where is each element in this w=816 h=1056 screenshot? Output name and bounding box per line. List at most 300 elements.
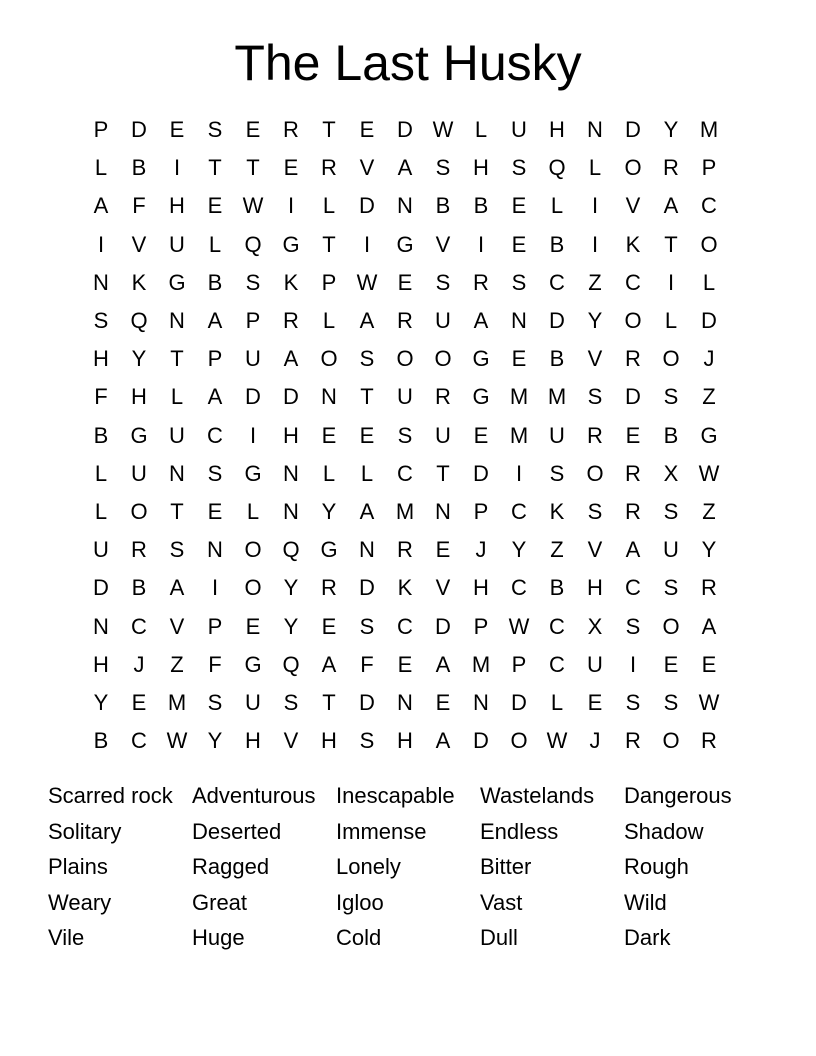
grid-letter[interactable]: E xyxy=(169,117,185,143)
grid-letter[interactable]: U xyxy=(549,422,565,448)
grid-letter[interactable]: E xyxy=(587,689,603,715)
grid-letter[interactable]: R xyxy=(283,308,299,334)
grid-letter[interactable]: G xyxy=(320,537,338,563)
grid-letter[interactable]: E xyxy=(359,422,375,448)
grid-letter[interactable]: N xyxy=(587,117,603,143)
grid-letter[interactable]: N xyxy=(511,308,527,334)
grid-letter[interactable]: X xyxy=(587,613,603,639)
grid-letter[interactable]: N xyxy=(321,384,337,410)
grid-letter[interactable]: P xyxy=(473,498,489,524)
grid-letter[interactable]: A xyxy=(207,384,223,410)
grid-letter[interactable]: R xyxy=(283,117,299,143)
grid-letter[interactable]: A xyxy=(283,346,299,372)
grid-letter[interactable]: Q xyxy=(244,231,262,257)
grid-letter[interactable]: R xyxy=(625,728,641,754)
grid-letter[interactable]: P xyxy=(511,651,527,677)
grid-letter[interactable]: A xyxy=(473,308,489,334)
grid-letter[interactable]: S xyxy=(663,689,679,715)
grid-letter[interactable]: N xyxy=(397,193,413,219)
grid-letter[interactable]: K xyxy=(625,231,641,257)
grid-letter[interactable]: D xyxy=(625,384,641,410)
grid-letter[interactable]: Z xyxy=(702,384,716,410)
word-list-item: Scarred rock xyxy=(48,783,173,808)
grid-letter[interactable]: A xyxy=(701,613,717,639)
grid-letter[interactable]: L xyxy=(702,269,716,295)
grid-letter[interactable]: A xyxy=(207,308,223,334)
grid-letter[interactable]: J xyxy=(475,537,487,563)
grid-letter[interactable]: E xyxy=(321,613,337,639)
grid-letter[interactable]: D xyxy=(549,308,565,334)
grid-letter[interactable]: V xyxy=(131,231,147,257)
grid-letter[interactable]: U xyxy=(169,231,185,257)
grid-letter[interactable]: C xyxy=(549,613,565,639)
grid-letter[interactable]: V xyxy=(587,346,603,372)
grid-letter[interactable]: B xyxy=(93,422,109,448)
grid-letter[interactable]: E xyxy=(207,498,223,524)
grid-letter[interactable]: E xyxy=(131,689,147,715)
grid-letter[interactable]: D xyxy=(359,193,375,219)
grid-letter[interactable]: R xyxy=(625,498,641,524)
grid-letter[interactable]: D xyxy=(473,728,489,754)
grid-letter[interactable]: H xyxy=(93,651,109,677)
grid-letter[interactable]: E xyxy=(397,651,413,677)
grid-letter[interactable]: S xyxy=(283,689,299,715)
grid-letter[interactable]: E xyxy=(283,155,299,181)
grid-letter[interactable]: O xyxy=(244,537,262,563)
grid-letter[interactable]: L xyxy=(474,117,488,143)
grid-letter[interactable]: O xyxy=(244,575,262,601)
word-list-item: Bitter xyxy=(480,854,532,880)
grid-letter[interactable]: L xyxy=(170,384,184,410)
grid-letter[interactable]: O xyxy=(662,728,680,754)
grid-letter[interactable]: I xyxy=(667,269,675,295)
grid-letter[interactable]: A xyxy=(359,308,375,334)
grid-letter[interactable]: N xyxy=(207,537,223,563)
grid-letter[interactable]: H xyxy=(131,384,147,410)
grid-letter[interactable]: I xyxy=(173,155,181,181)
grid-letter[interactable]: T xyxy=(322,689,336,715)
grid-letter[interactable]: E xyxy=(359,117,375,143)
grid-letter[interactable]: H xyxy=(93,346,109,372)
grid-letter[interactable]: D xyxy=(93,575,109,601)
grid-letter[interactable]: Y xyxy=(131,346,147,372)
grid-letter[interactable]: T xyxy=(322,117,336,143)
grid-letter[interactable]: G xyxy=(244,460,262,486)
grid-letter[interactable]: Y xyxy=(587,308,603,334)
grid-letter[interactable]: B xyxy=(131,575,147,601)
grid-letter[interactable]: S xyxy=(587,498,603,524)
grid-letter[interactable]: R xyxy=(321,575,337,601)
grid-letter[interactable]: O xyxy=(396,346,414,372)
grid-letter[interactable]: I xyxy=(591,193,599,219)
grid-letter[interactable]: C xyxy=(397,613,413,639)
grid-letter[interactable]: R xyxy=(397,537,413,563)
grid-letter[interactable]: N xyxy=(473,689,489,715)
grid-letter[interactable]: S xyxy=(511,155,527,181)
grid-letter[interactable]: Z xyxy=(588,269,602,295)
grid-letter[interactable]: I xyxy=(287,193,295,219)
grid-letter[interactable]: P xyxy=(207,346,223,372)
grid-letter[interactable]: E xyxy=(511,193,527,219)
grid-letter[interactable]: S xyxy=(207,117,223,143)
word-list-item: Lonely xyxy=(336,854,401,880)
grid-letter[interactable]: R xyxy=(435,384,451,410)
grid-letter[interactable]: N xyxy=(93,269,109,295)
grid-letter[interactable]: M xyxy=(395,498,415,524)
grid-letter[interactable]: E xyxy=(207,193,223,219)
grid-letter[interactable]: U xyxy=(169,422,185,448)
grid-letter[interactable]: L xyxy=(322,193,336,219)
grid-letter[interactable]: E xyxy=(511,231,527,257)
grid-letter[interactable]: A xyxy=(435,651,451,677)
grid-letter[interactable]: H xyxy=(587,575,603,601)
grid-letter[interactable]: E xyxy=(435,537,451,563)
grid-letter[interactable]: T xyxy=(360,384,374,410)
grid-letter[interactable]: I xyxy=(97,231,105,257)
grid-letter[interactable]: C xyxy=(549,651,565,677)
grid-letter[interactable]: V xyxy=(435,575,451,601)
grid-letter[interactable]: D xyxy=(473,460,489,486)
grid-letter[interactable]: S xyxy=(207,689,223,715)
grid-letter[interactable]: M xyxy=(471,651,491,677)
grid-letter[interactable]: C xyxy=(397,460,413,486)
grid-letter[interactable]: A xyxy=(397,155,413,181)
grid-letter[interactable]: O xyxy=(130,498,148,524)
grid-letter[interactable]: Q xyxy=(282,651,300,677)
grid-letter[interactable]: L xyxy=(94,155,108,181)
grid-letter[interactable]: S xyxy=(93,308,109,334)
grid-letter[interactable]: Y xyxy=(93,689,109,715)
grid-letter[interactable]: A xyxy=(663,193,679,219)
grid-letter[interactable]: S xyxy=(245,269,261,295)
grid-letter[interactable]: C xyxy=(625,575,641,601)
grid-letter[interactable]: F xyxy=(208,651,222,677)
grid-letter[interactable]: W xyxy=(698,460,720,486)
grid-letter[interactable]: N xyxy=(359,537,375,563)
grid-letter[interactable]: P xyxy=(245,308,261,334)
grid-letter[interactable]: S xyxy=(625,689,641,715)
grid-letter[interactable]: D xyxy=(511,689,527,715)
grid-letter[interactable]: B xyxy=(93,728,109,754)
grid-letter[interactable]: V xyxy=(283,728,299,754)
grid-letter[interactable]: D xyxy=(701,308,717,334)
grid-letter[interactable]: N xyxy=(169,308,185,334)
grid-letter[interactable]: J xyxy=(133,651,145,677)
grid-letter[interactable]: M xyxy=(699,117,719,143)
grid-letter[interactable]: L xyxy=(664,308,678,334)
grid-letter[interactable]: A xyxy=(321,651,337,677)
grid-letter[interactable]: H xyxy=(397,728,413,754)
grid-letter[interactable]: I xyxy=(515,460,523,486)
grid-letter[interactable]: D xyxy=(245,384,261,410)
grid-letter[interactable]: C xyxy=(207,422,223,448)
grid-letter[interactable]: I xyxy=(591,231,599,257)
grid-letter[interactable]: B xyxy=(663,422,679,448)
grid-letter[interactable]: R xyxy=(701,575,717,601)
grid-letter[interactable]: M xyxy=(509,422,529,448)
grid-letter[interactable]: S xyxy=(359,728,375,754)
grid-letter[interactable]: G xyxy=(282,231,300,257)
grid-letter[interactable]: O xyxy=(624,308,642,334)
grid-letter[interactable]: S xyxy=(625,613,641,639)
grid-letter[interactable]: B xyxy=(131,155,147,181)
grid-letter[interactable]: G xyxy=(130,422,148,448)
grid-letter[interactable]: B xyxy=(549,575,565,601)
grid-letter[interactable]: E xyxy=(435,689,451,715)
grid-letter[interactable]: C xyxy=(701,193,717,219)
grid-letter[interactable]: Q xyxy=(282,537,300,563)
grid-letter[interactable]: Y xyxy=(511,537,527,563)
grid-letter[interactable]: E xyxy=(473,422,489,448)
grid-letter[interactable]: S xyxy=(511,269,527,295)
grid-letter[interactable]: K xyxy=(549,498,565,524)
grid-letter[interactable]: H xyxy=(169,193,185,219)
grid-letter[interactable]: E xyxy=(321,422,337,448)
grid-letter[interactable]: U xyxy=(131,460,147,486)
grid-letter[interactable]: E xyxy=(625,422,641,448)
grid-letter[interactable]: L xyxy=(322,308,336,334)
grid-letter[interactable]: S xyxy=(663,384,679,410)
grid-letter[interactable]: K xyxy=(283,269,299,295)
grid-letter[interactable]: V xyxy=(435,231,451,257)
letter-grid[interactable] xyxy=(82,111,728,759)
grid-letter[interactable]: N xyxy=(283,498,299,524)
grid-letter[interactable]: B xyxy=(473,193,489,219)
grid-letter[interactable]: T xyxy=(664,231,678,257)
grid-letter[interactable]: M xyxy=(167,689,187,715)
grid-letter[interactable]: Y xyxy=(207,728,223,754)
grid-letter[interactable]: I xyxy=(363,231,371,257)
grid-letter[interactable]: D xyxy=(359,575,375,601)
grid-letter[interactable]: S xyxy=(663,575,679,601)
grid-letter[interactable]: T xyxy=(170,498,184,524)
grid-letter[interactable]: H xyxy=(283,422,299,448)
grid-letter[interactable]: R xyxy=(473,269,489,295)
grid-letter[interactable]: G xyxy=(168,269,186,295)
grid-letter[interactable]: A xyxy=(359,498,375,524)
grid-letter[interactable]: N xyxy=(397,689,413,715)
grid-letter[interactable]: G xyxy=(472,384,490,410)
grid-letter[interactable]: Z xyxy=(170,651,184,677)
grid-letter[interactable]: Q xyxy=(130,308,148,334)
grid-letter[interactable]: R xyxy=(131,537,147,563)
grid-letter[interactable]: L xyxy=(550,193,564,219)
grid-letter[interactable]: C xyxy=(511,575,527,601)
grid-letter[interactable]: J xyxy=(589,728,601,754)
grid-letter[interactable]: S xyxy=(359,346,375,372)
grid-letter[interactable]: W xyxy=(356,269,378,295)
grid-letter[interactable]: U xyxy=(93,537,109,563)
grid-letter[interactable]: U xyxy=(511,117,527,143)
grid-letter[interactable]: X xyxy=(663,460,679,486)
grid-letter[interactable]: I xyxy=(211,575,219,601)
grid-letter[interactable]: P xyxy=(207,613,223,639)
grid-letter[interactable]: O xyxy=(624,155,642,181)
grid-letter[interactable]: G xyxy=(396,231,414,257)
grid-letter[interactable]: B xyxy=(549,231,565,257)
grid-letter[interactable]: C xyxy=(131,728,147,754)
grid-letter[interactable]: G xyxy=(472,346,490,372)
grid-letter[interactable]: S xyxy=(435,269,451,295)
grid-letter[interactable]: O xyxy=(320,346,338,372)
grid-letter[interactable]: Z xyxy=(702,498,716,524)
grid-letter[interactable]: B xyxy=(435,193,451,219)
grid-letter[interactable]: I xyxy=(629,651,637,677)
grid-letter[interactable]: T xyxy=(246,155,260,181)
word-list-item: Deserted xyxy=(192,818,282,844)
grid-letter[interactable]: Y xyxy=(283,613,299,639)
grid-letter[interactable]: T xyxy=(170,346,184,372)
grid-letter[interactable]: T xyxy=(208,155,222,181)
grid-letter[interactable]: T xyxy=(322,231,336,257)
grid-letter[interactable]: U xyxy=(435,308,451,334)
grid-letter[interactable]: E xyxy=(511,346,527,372)
word-list-item: Dull xyxy=(480,925,518,951)
grid-letter[interactable]: Y xyxy=(663,117,679,143)
grid-letter[interactable]: U xyxy=(245,346,261,372)
grid-letter[interactable]: U xyxy=(587,651,603,677)
grid-letter[interactable]: R xyxy=(587,422,603,448)
grid-letter[interactable]: Q xyxy=(548,155,566,181)
grid-letter[interactable]: R xyxy=(625,460,641,486)
grid-letter[interactable]: J xyxy=(703,346,715,372)
grid-letter[interactable]: U xyxy=(663,537,679,563)
grid-letter[interactable]: U xyxy=(245,689,261,715)
grid-letter[interactable]: D xyxy=(131,117,147,143)
grid-letter[interactable]: L xyxy=(588,155,602,181)
grid-letter[interactable]: E xyxy=(245,117,261,143)
grid-letter[interactable]: L xyxy=(360,460,374,486)
grid-letter[interactable]: R xyxy=(397,308,413,334)
grid-letter[interactable]: L xyxy=(94,460,108,486)
grid-letter[interactable]: S xyxy=(207,460,223,486)
word-list-item: Vile xyxy=(48,925,85,951)
grid-letter[interactable]: N xyxy=(435,498,451,524)
grid-letter[interactable]: Y xyxy=(321,498,337,524)
word-list-item: Great xyxy=(192,889,248,915)
grid-letter[interactable]: V xyxy=(169,613,185,639)
grid-letter[interactable]: Y xyxy=(701,537,717,563)
grid-letter[interactable]: E xyxy=(701,651,717,677)
grid-letter[interactable]: A xyxy=(93,193,109,219)
grid-letter[interactable]: L xyxy=(246,498,260,524)
grid-letter[interactable]: T xyxy=(436,460,450,486)
grid-letter[interactable]: N xyxy=(283,460,299,486)
grid-letter[interactable]: M xyxy=(547,384,567,410)
grid-letter[interactable]: L xyxy=(322,460,336,486)
grid-letter[interactable]: N xyxy=(169,460,185,486)
grid-letter[interactable]: G xyxy=(244,651,262,677)
grid-letter[interactable]: F xyxy=(94,384,108,410)
grid-letter[interactable]: A xyxy=(169,575,185,601)
grid-letter[interactable]: S xyxy=(549,460,565,486)
grid-letter[interactable]: D xyxy=(359,689,375,715)
grid-letter[interactable]: O xyxy=(510,728,528,754)
grid-letter[interactable]: N xyxy=(93,613,109,639)
grid-letter[interactable]: W xyxy=(698,689,720,715)
grid-letter[interactable]: F xyxy=(360,651,374,677)
grid-letter[interactable]: U xyxy=(397,384,413,410)
grid-letter[interactable]: D xyxy=(435,613,451,639)
grid-letter[interactable]: B xyxy=(549,346,565,372)
grid-letter[interactable]: K xyxy=(131,269,147,295)
grid-letter[interactable]: G xyxy=(700,422,718,448)
grid-letter[interactable]: V xyxy=(587,537,603,563)
grid-letter[interactable]: B xyxy=(207,269,223,295)
grid-letter[interactable]: O xyxy=(662,346,680,372)
grid-letter[interactable]: R xyxy=(321,155,337,181)
grid-letter[interactable]: H xyxy=(321,728,337,754)
grid-letter[interactable]: S xyxy=(397,422,413,448)
grid-letter[interactable]: S xyxy=(359,613,375,639)
grid-letter[interactable]: C xyxy=(549,269,565,295)
grid-letter[interactable]: Z xyxy=(550,537,564,563)
grid-letter[interactable]: U xyxy=(435,422,451,448)
grid-letter[interactable]: Y xyxy=(283,575,299,601)
grid-letter[interactable]: S xyxy=(169,537,185,563)
grid-letter[interactable]: L xyxy=(94,498,108,524)
grid-letter[interactable]: M xyxy=(509,384,529,410)
grid-letter[interactable]: D xyxy=(397,117,413,143)
grid-letter[interactable]: K xyxy=(397,575,413,601)
grid-letter[interactable]: H xyxy=(549,117,565,143)
grid-letter[interactable]: W xyxy=(432,117,454,143)
grid-letter[interactable]: O xyxy=(434,346,452,372)
grid-letter[interactable]: E xyxy=(245,613,261,639)
grid-letter[interactable]: V xyxy=(359,155,375,181)
grid-letter[interactable]: C xyxy=(625,269,641,295)
grid-letter[interactable]: D xyxy=(283,384,299,410)
grid-letter[interactable]: O xyxy=(586,460,604,486)
grid-letter[interactable]: P xyxy=(93,117,109,143)
grid-letter[interactable]: R xyxy=(701,728,717,754)
grid-letter[interactable]: W xyxy=(508,613,530,639)
grid-letter[interactable]: A xyxy=(435,728,451,754)
grid-letter[interactable]: P xyxy=(321,269,337,295)
grid-letter[interactable]: W xyxy=(546,728,568,754)
word-list-item: Inescapable xyxy=(336,783,455,808)
grid-letter[interactable]: O xyxy=(700,231,718,257)
grid-letter[interactable]: R xyxy=(625,346,641,372)
grid-letter[interactable]: V xyxy=(625,193,641,219)
grid-letter[interactable]: W xyxy=(242,193,264,219)
grid-letter[interactable]: H xyxy=(473,155,489,181)
grid-letter[interactable]: S xyxy=(435,155,451,181)
grid-letter[interactable]: H xyxy=(245,728,261,754)
grid-letter[interactable]: C xyxy=(511,498,527,524)
grid-letter[interactable]: S xyxy=(663,498,679,524)
word-list-item: Endless xyxy=(480,818,559,844)
grid-letter[interactable]: P xyxy=(473,613,489,639)
grid-letter[interactable]: R xyxy=(663,155,679,181)
grid-letter[interactable]: L xyxy=(550,689,564,715)
grid-letter[interactable]: H xyxy=(473,575,489,601)
grid-letter[interactable]: W xyxy=(166,728,188,754)
grid-letter[interactable]: A xyxy=(625,537,641,563)
grid-letter[interactable]: S xyxy=(587,384,603,410)
grid-letter[interactable]: C xyxy=(131,613,147,639)
grid-letter[interactable]: O xyxy=(662,613,680,639)
grid-letter[interactable]: E xyxy=(397,269,413,295)
grid-letter[interactable]: P xyxy=(701,155,717,181)
grid-letter[interactable]: E xyxy=(663,651,679,677)
grid-letter[interactable]: I xyxy=(477,231,485,257)
grid-letter[interactable]: D xyxy=(625,117,641,143)
grid-letter[interactable]: I xyxy=(249,422,257,448)
word-list-item: Igloo xyxy=(336,889,384,915)
grid-letter[interactable]: L xyxy=(208,231,222,257)
grid-letter[interactable]: F xyxy=(132,193,146,219)
